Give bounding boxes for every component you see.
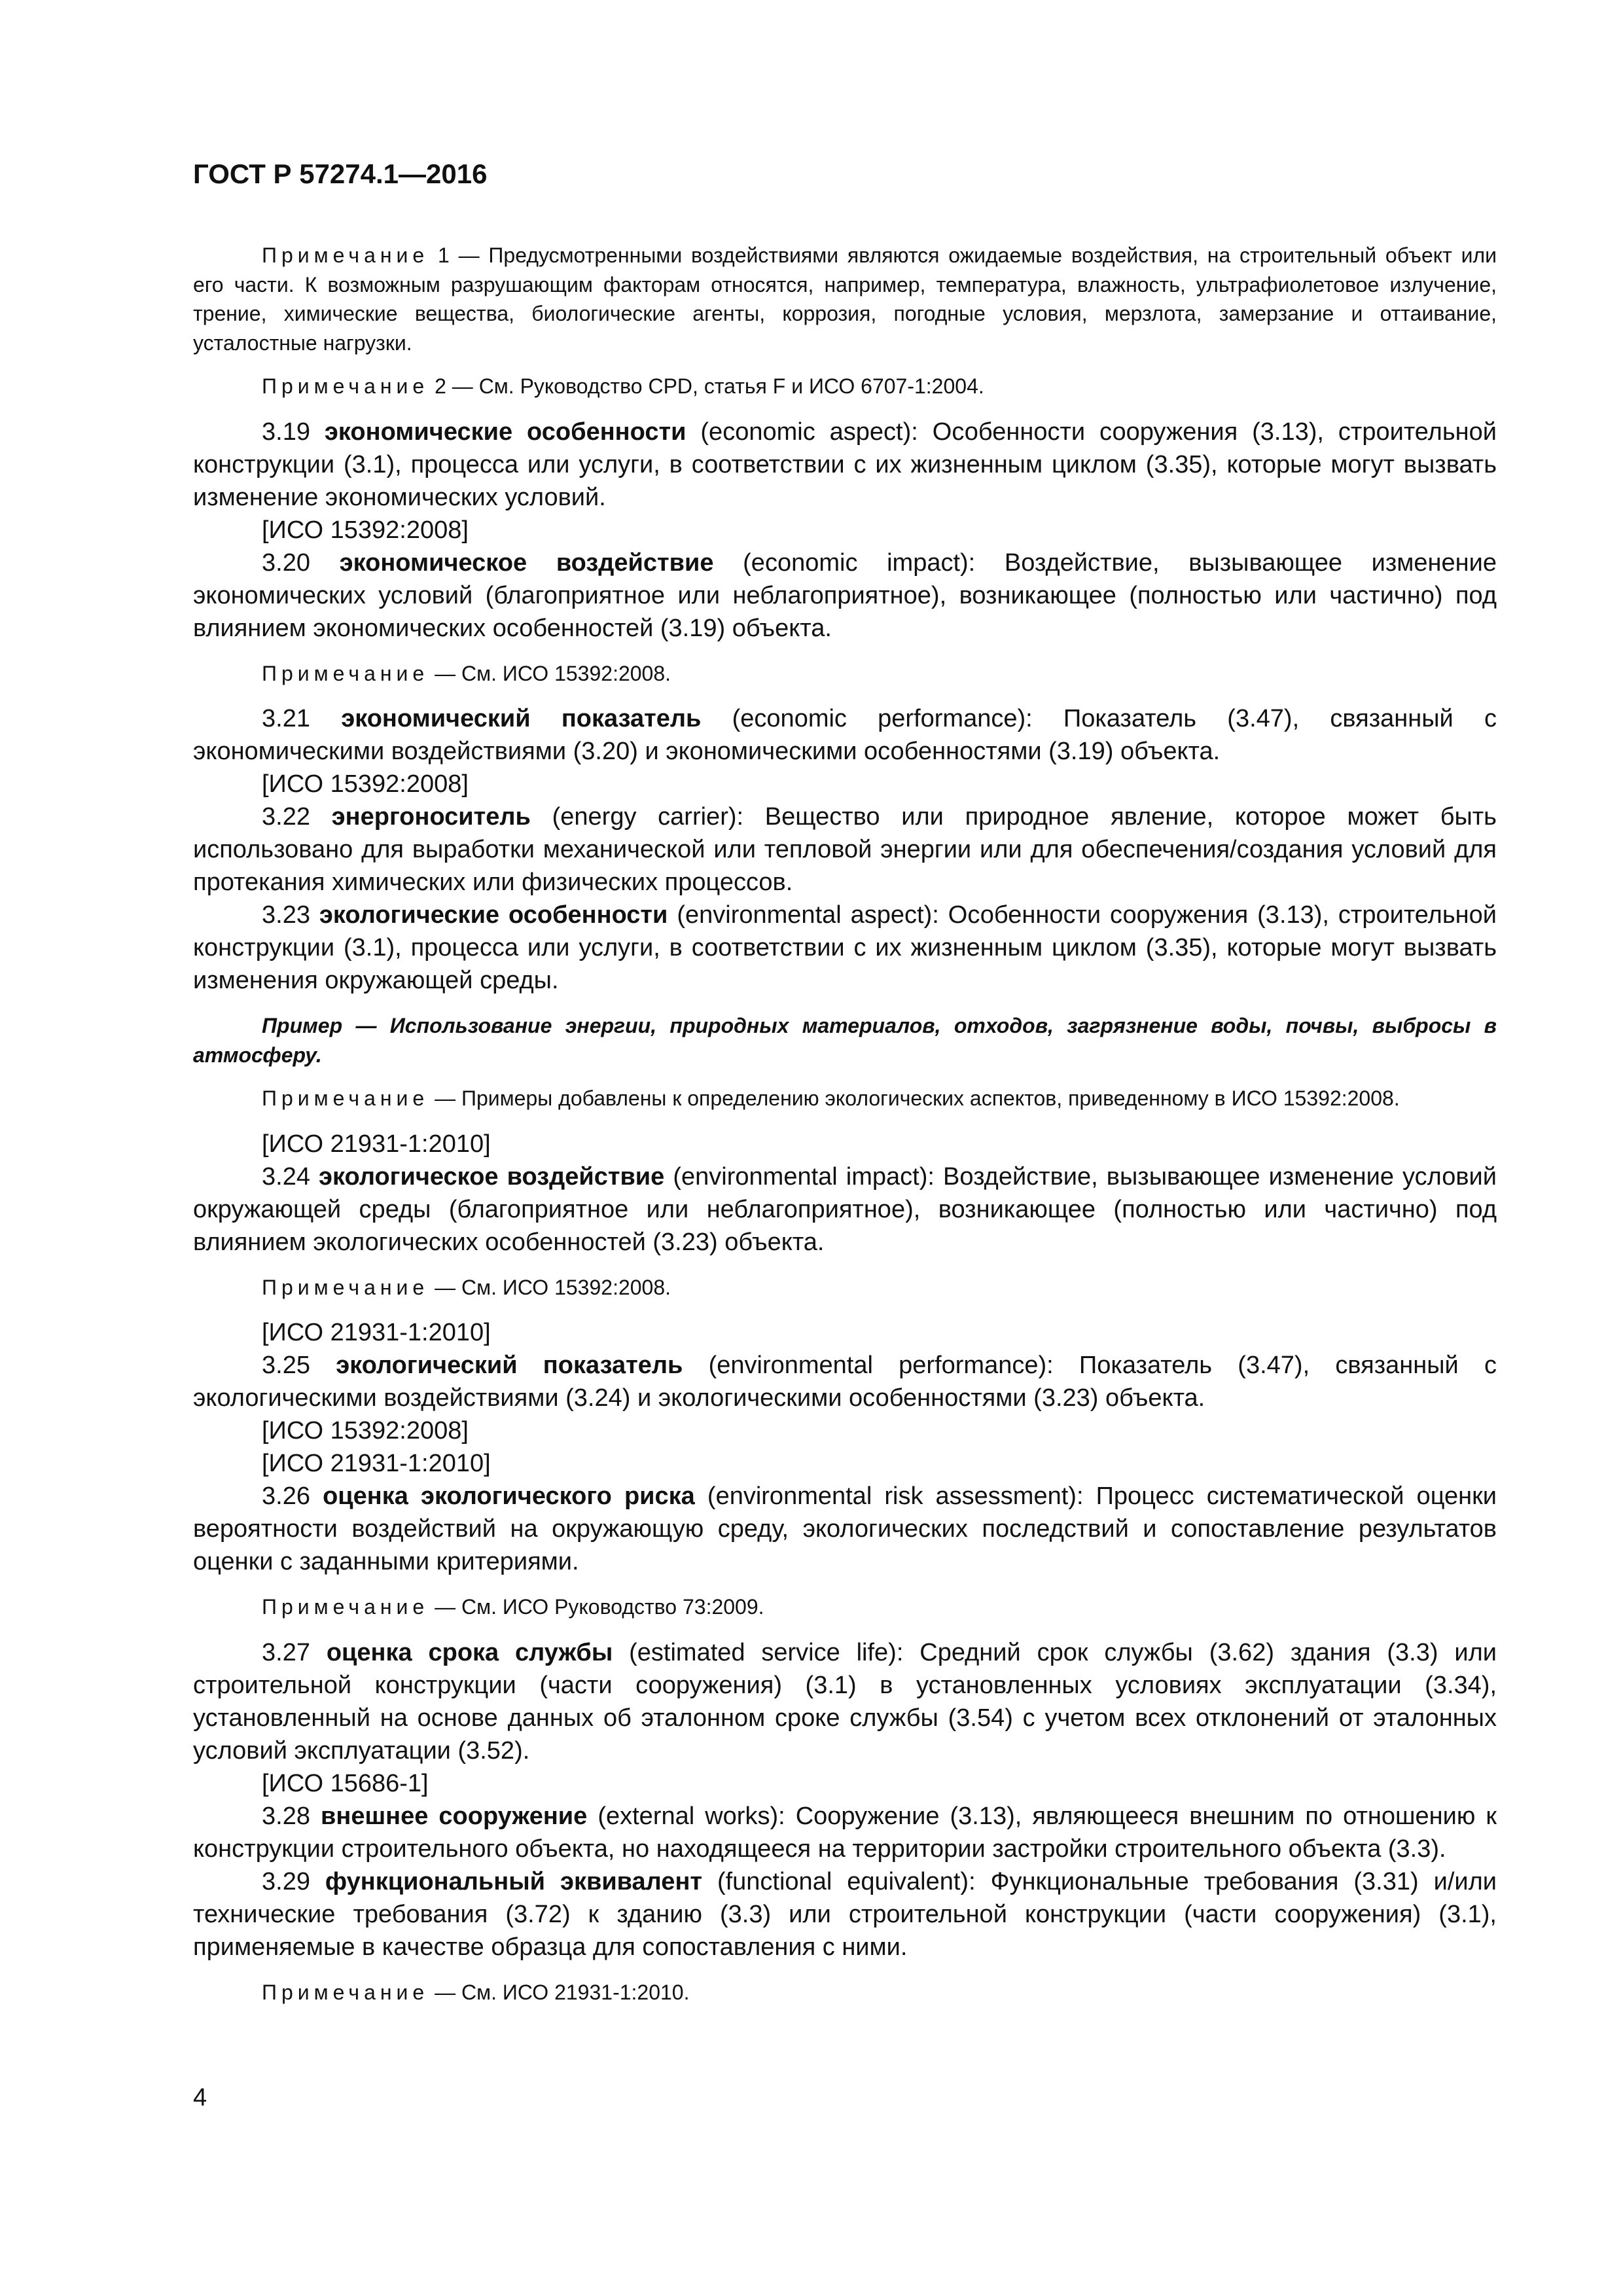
- note-2: [193, 372, 1497, 401]
- term-definition: (economic performance): Показатель (3.47), связанный с экономическими воздействиями (3.20) и экономическими особенностями (3.19) объекта.: [193, 705, 1497, 765]
- note-label: Примечание: [262, 1275, 429, 1299]
- note-3-20: [193, 659, 1497, 689]
- reference: [ИСО 21931-1:2010]: [262, 1130, 491, 1158]
- note-number: 2: [429, 374, 446, 398]
- document-page: [193, 154, 1497, 2007]
- term-name: внешнее сооружение: [321, 1802, 588, 1830]
- note-1: [193, 241, 1497, 357]
- note-label: Примечание: [262, 243, 429, 267]
- term-number: 3.20: [262, 548, 340, 577]
- term-number: 3.24: [262, 1162, 319, 1191]
- note-label: Примечание: [262, 1086, 429, 1110]
- term-3-26: [193, 1480, 1497, 1578]
- note-text: — См. Руководство CPD, статья F и ИСО 6707-1:2004.: [446, 374, 984, 398]
- term-definition: (energy carrier): Вещество или природное явление, которое может быть использовано для выработки механической или тепловой энергии или для обеспечения/создания условий для протекания химических или физических процессов.: [193, 803, 1497, 896]
- term-3-28: [193, 1800, 1497, 1865]
- term-number: 3.23: [262, 901, 319, 929]
- term-definition: (environmental risk assessment): Процесс систематической оценки вероятности воздействий на окружающую среду, экологических последствий и сопоставление результатов оценки с заданными критериями.: [193, 1482, 1497, 1575]
- term-name: экономическое воздействие: [339, 548, 714, 577]
- term-3-27: [193, 1636, 1497, 1767]
- note-3-23: [193, 1084, 1497, 1113]
- reference: [ИСО 21931-1:2010]: [262, 1319, 491, 1346]
- note-text: — См. ИСО Руководство 73:2009.: [429, 1595, 764, 1619]
- page-header-title: ГОСТ Р 57274.1—2016: [193, 158, 488, 189]
- reference: [ИСО 15392:2008]: [262, 1417, 469, 1444]
- term-3-19: [193, 416, 1497, 514]
- term-name: экономические особенности: [324, 418, 687, 446]
- term-definition: (functional equivalent): Функциональные требования (3.31) и/или технические требования (3.72) к зданию (3.3) или строительной конструкции (части сооружения) (3.1), применяемые в качестве образца для сопоставления с ними.: [193, 1867, 1497, 1961]
- note-3-26: [193, 1592, 1497, 1622]
- note-text: — Примеры добавлены к определению экологических аспектов, приведенному в ИСО 15392:2008.: [429, 1086, 1400, 1110]
- note-text: — См. ИСО 15392:2008.: [429, 661, 671, 685]
- term-number: 3.25: [262, 1352, 336, 1379]
- term-definition: (environmental impact): Воздействие, вызывающее изменение условий окружающей среды (благоприятное или неблагоприятное), возникающее (полностью или частично) под влиянием экологических особенностей (3.23) объекта.: [193, 1162, 1497, 1256]
- term-3-22: [193, 800, 1497, 899]
- term-name: функциональный эквивалент: [325, 1867, 703, 1895]
- term-3-20: [193, 547, 1497, 645]
- term-name: экологический показатель: [336, 1352, 683, 1379]
- reference: [ИСО 15392:2008]: [262, 770, 469, 798]
- term-3-21: [193, 702, 1497, 768]
- note-text: — См. ИСО 15392:2008.: [429, 1275, 671, 1299]
- note-text: — Предусмотренными воздействиями являются ожидаемые воздействия, на строительный объект или его части. К возможным разрушающим факторам относятся, например, температура, влажность, ультрафиолетовое излучение, трение, химические вещества, биологические агенты, коррозия, погодные условия, мерзлота, замерзание и оттаивание, усталостные нагрузки.: [193, 243, 1497, 355]
- term-definition: (estimated service life): Средний срок службы (3.62) здания (3.3) или строительной конструкции (части сооружения) (3.1) в установленных условиях эксплуатации (3.34), установленный на основе данных об эталонном сроке службы (3.54) с учетом всех отклонений от эталонных условий эксплуатации (3.52).: [193, 1638, 1497, 1765]
- note-3-29: [193, 1978, 1497, 2007]
- reference: [ИСО 15392:2008]: [262, 516, 469, 544]
- term-name: оценка экологического риска: [323, 1482, 695, 1510]
- term-number: 3.22: [262, 803, 332, 831]
- term-definition: (external works): Сооружение (3.13), являющееся внешним по отношению к конструкции строительного объекта, но находящееся на территории застройки строительного объекта (3.3).: [193, 1802, 1497, 1863]
- note-label: Примечание: [262, 1980, 429, 2004]
- term-number: 3.19: [262, 418, 325, 446]
- term-number: 3.21: [262, 705, 342, 732]
- example: Пример — Использование энергии, природных материалов, отходов, загрязнение воды, почвы, выбросы в атмосферу.: [193, 1014, 1497, 1067]
- term-definition: (economic impact): Воздействие, вызывающее изменение экономических условий (благоприятное или неблагоприятное), возникающее (полностью или частично) под влиянием экономических особенностей (3.19) объекта.: [193, 548, 1497, 642]
- note-3-24: [193, 1273, 1497, 1302]
- term-name: оценка срока службы: [326, 1638, 613, 1666]
- term-3-25: [193, 1349, 1497, 1414]
- note-number: 1: [429, 243, 450, 267]
- term-definition: (environmental aspect): Особенности сооружения (3.13), строительной конструкции (3.1), процесса или услуги, в соответствии с их жизненным циклом (3.35), которые могут вызвать изменения окружающей среды.: [193, 901, 1497, 994]
- term-name: энергоноситель: [331, 803, 531, 831]
- note-label: Примечание: [262, 661, 429, 685]
- term-name: экологические особенности: [319, 901, 668, 929]
- term-3-23: [193, 899, 1497, 997]
- term-definition: (economic aspect): Особенности сооружения (3.13), строительной конструкции (3.1), процесса или услуги, в соответствии с их жизненным циклом (3.35), которые могут вызвать изменение экономических условий.: [193, 418, 1497, 511]
- note-label: Примечание: [262, 1595, 429, 1619]
- term-name: экологическое воздействие: [319, 1162, 665, 1191]
- reference: [ИСО 21931-1:2010]: [262, 1450, 491, 1477]
- term-number: 3.28: [262, 1802, 321, 1830]
- note-text: — См. ИСО 21931-1:2010.: [429, 1980, 690, 2004]
- term-definition: (environmental performance): Показатель (3.47), связанный с экологическими воздействиями (3.24) и экологическими особенностями (3.23) объекта.: [193, 1352, 1497, 1412]
- term-number: 3.26: [262, 1482, 323, 1510]
- note-label: Примечание: [262, 374, 429, 398]
- term-number: 3.29: [262, 1867, 325, 1895]
- term-name: экономический показатель: [341, 705, 702, 732]
- page-number: 4: [193, 2084, 207, 2111]
- term-number: 3.27: [262, 1638, 327, 1666]
- term-3-24: [193, 1160, 1497, 1259]
- reference: [ИСО 15686-1]: [262, 1769, 429, 1797]
- term-3-29: [193, 1865, 1497, 1964]
